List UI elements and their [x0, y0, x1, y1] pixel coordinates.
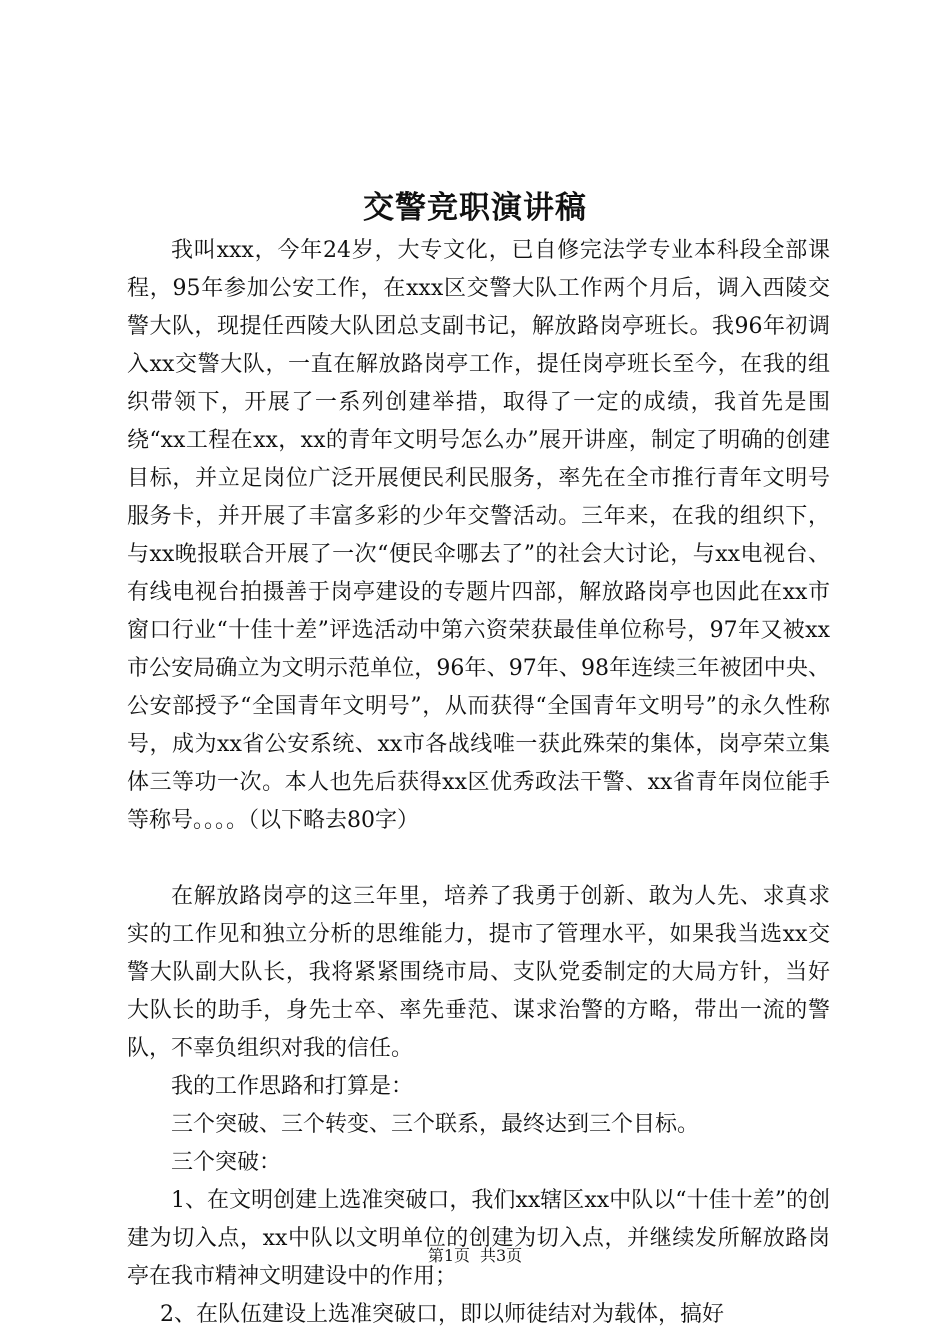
- document-body: [127, 232, 830, 1334]
- paragraph-plan-heading: 我的工作思路和打算是：: [171, 1074, 414, 1099]
- paragraph-breakthrough-heading: 三个突破：: [171, 1150, 282, 1175]
- paragraph-intro: 我叫xxx，今年24岁，大专文化，已自修完法学专业本科段全部课程，95年参加公安工作，在xxx区交警大队工作两个月后，调入西陵交警大队，现提任西陵大队团总支副书记，解放路岗亭班长。我96年初调入xx交警大队，一直在解放路岗亭工作，提任岗亭班长至今，在我的组织带领下，开展了一系列创建举措，取得了一定的成绩，我首先是围绕“xx工程在xx，xx的青年文明号怎么办”展开讲座，制定了明确的创建目标，并立足岗位广泛开展便民利民服务，率先在全市推行青年文明号服务卡，并开展了丰富多彩的少年交警活动。三年来，在我的组织下，与xx晚报联合开展了一次“便民伞哪去了”的社会大讨论，与xx电视台、有线电视台拍摄善于岗亭建设的专题片四部，解放路岗亭也因此在xx市窗口行业“十佳十差”评选活动中第六资荣获最佳单位称号，97年又被xx市公安局确立为文明示范单位，96年、97年、98年连续三年被团中央、公安部授予“全国青年文明号”，从而获得“全国青年文明号”的永久性称号，成为xx省公安系统、xx市各战线唯一获此殊荣的集体，岗亭荣立集体三等功一次。本人也先后获得xx区优秀政法干警、xx省青年岗位能手等称号。。。。（以下略去80字）: [127, 238, 830, 833]
- paragraph-experience: 在解放路岗亭的这三年里，培养了我勇于创新、敢为人先、求真求实的工作见和独立分析的思维能力，提市了管理水平，如果我当选xx交警大队副大队长，我将紧紧围绕市局、支队党委制定的大局方针，当好大队长的助手，身先士卒、率先垂范、谋求治警的方略，带出一流的警队，不辜负组织对我的信任。: [127, 884, 830, 1061]
- page-total: 共3页: [480, 1246, 523, 1265]
- paragraph-breakthrough-1: 1、在文明创建上选准突破口，我们xx辖区xx中队以“十佳十差”的创建为切入点，xx中队以文明单位的创建为切入点，并继续发所解放路岗亭在我市精神文明建设中的作用；: [127, 1188, 830, 1289]
- paragraph-breakthrough-2: 2、在队伍建设上选准突破口，即以师徒结对为载体，搞好: [160, 1302, 724, 1327]
- document-title: 交警竞职演讲稿: [363, 190, 587, 226]
- paragraph-plan-summary: 三个突破、三个转变、三个联系，最终达到三个目标。: [171, 1112, 700, 1137]
- page-footer: [0, 1244, 950, 1268]
- page-number: 第1页: [427, 1246, 470, 1265]
